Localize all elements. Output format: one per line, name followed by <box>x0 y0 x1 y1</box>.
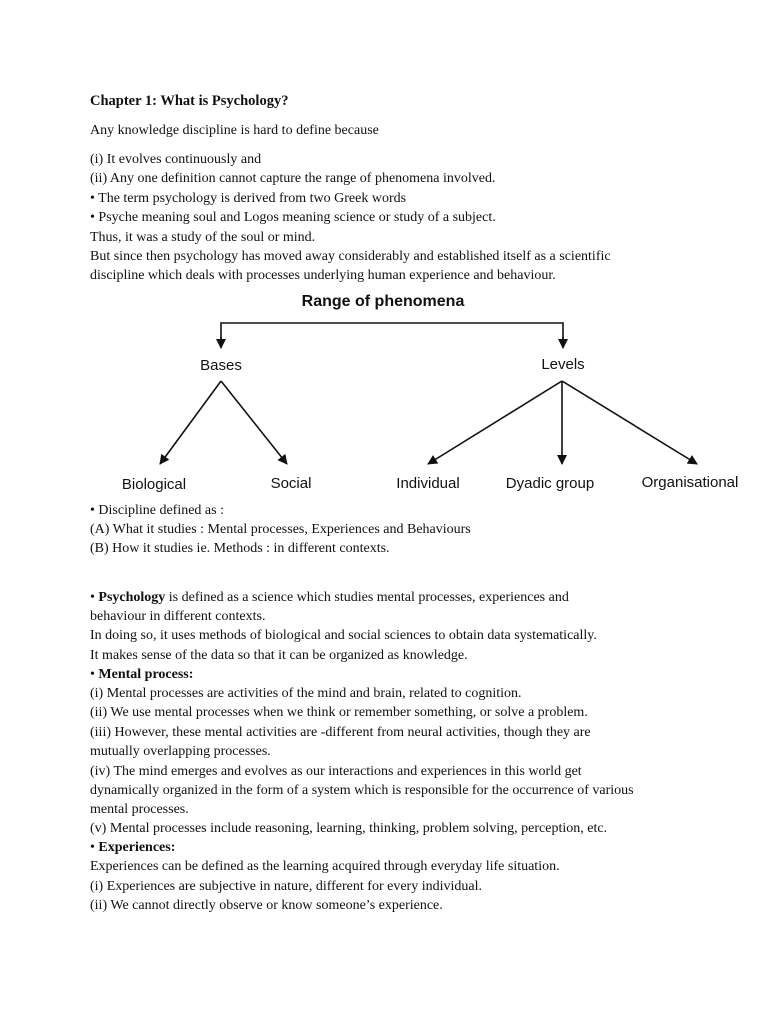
text-line: (A) What it studies : Mental processes, Experiences and Behaviours <box>90 522 471 537</box>
text-line: (iv) The mind emerges and evolves as our interactions and experiences in this world get <box>90 764 582 779</box>
text-line: (ii) We cannot directly observe or know someone’s experience. <box>90 898 443 913</box>
text-line: (ii) We use mental processes when we think or remember something, or solve a problem. <box>90 705 588 720</box>
intro-text: Any knowledge discipline is hard to define because <box>90 123 379 138</box>
heading-text: Experiences: <box>98 840 176 855</box>
text-line: (i) Mental processes are activities of the mind and brain, related to cognition. <box>90 686 522 701</box>
node-bases: Bases <box>200 357 242 374</box>
experiences-heading: • Experiences: <box>90 840 176 855</box>
text-line: • Discipline defined as : <box>90 503 224 518</box>
range-of-phenomena-diagram <box>0 0 768 500</box>
text-line: (B) How it studies ie. Methods : in different contexts. <box>90 541 390 556</box>
definition-text: is defined as a science which studies mental processes, experiences and <box>165 590 569 605</box>
text-line: Thus, it was a study of the soul or mind. <box>90 230 316 245</box>
arrow-organisational <box>562 381 697 464</box>
text-line: (i) Experiences are subjective in nature, different for every individual. <box>90 879 482 894</box>
top-connector <box>221 323 563 347</box>
text-line: • Psyche meaning soul and Logos meaning science or study of a subject. <box>90 210 496 225</box>
text-line: (ii) Any one definition cannot capture the range of phenomena involved. <box>90 171 496 186</box>
text-line: (i) It evolves continuously and <box>90 152 262 167</box>
text-line: mental processes. <box>90 802 189 817</box>
arrow-biological <box>160 381 221 464</box>
text-line: It makes sense of the data so that it can be organized as knowledge. <box>90 648 468 663</box>
arrow-social <box>221 381 287 464</box>
diagram-title: Range of phenomena <box>301 293 465 310</box>
text-line: dynamically organized in the form of a system which is responsible for the occurrence of various <box>90 783 634 798</box>
text-line: (v) Mental processes include reasoning, learning, thinking, problem solving, perception, etc. <box>90 821 608 836</box>
node-levels: Levels <box>541 356 585 373</box>
psychology-definition: • Psychology is defined as a science which studies mental processes, experiences and <box>90 590 569 605</box>
node-dyadic-group: Dyadic group <box>505 475 595 492</box>
text-line: Experiences can be defined as the learning acquired through everyday life situation. <box>90 859 560 874</box>
psychology-term: Psychology <box>98 590 166 605</box>
arrow-individual <box>428 381 562 464</box>
text-line: In doing so, it uses methods of biological and social sciences to obtain data systematically. <box>90 628 597 643</box>
text-line: (iii) However, these mental activities are -different from neural activities, though they are <box>90 725 591 740</box>
node-biological: Biological <box>121 476 187 493</box>
text-line: mutually overlapping processes. <box>90 744 271 759</box>
text-line: • The term psychology is derived from two Greek words <box>90 191 407 206</box>
chapter-title: Chapter 1: What is Psychology? <box>90 93 289 109</box>
node-individual: Individual <box>396 475 460 492</box>
text-line: discipline which deals with processes underlying human experience and behaviour. <box>90 268 556 283</box>
text-line: behaviour in different contexts. <box>90 609 266 624</box>
text-line: But since then psychology has moved away considerably and established itself as a scientific <box>90 249 611 264</box>
node-social: Social <box>270 475 312 492</box>
heading-text: Mental process: <box>98 667 194 682</box>
mental-process-heading: • Mental process: <box>90 667 194 682</box>
node-organisational: Organisational <box>641 474 739 491</box>
